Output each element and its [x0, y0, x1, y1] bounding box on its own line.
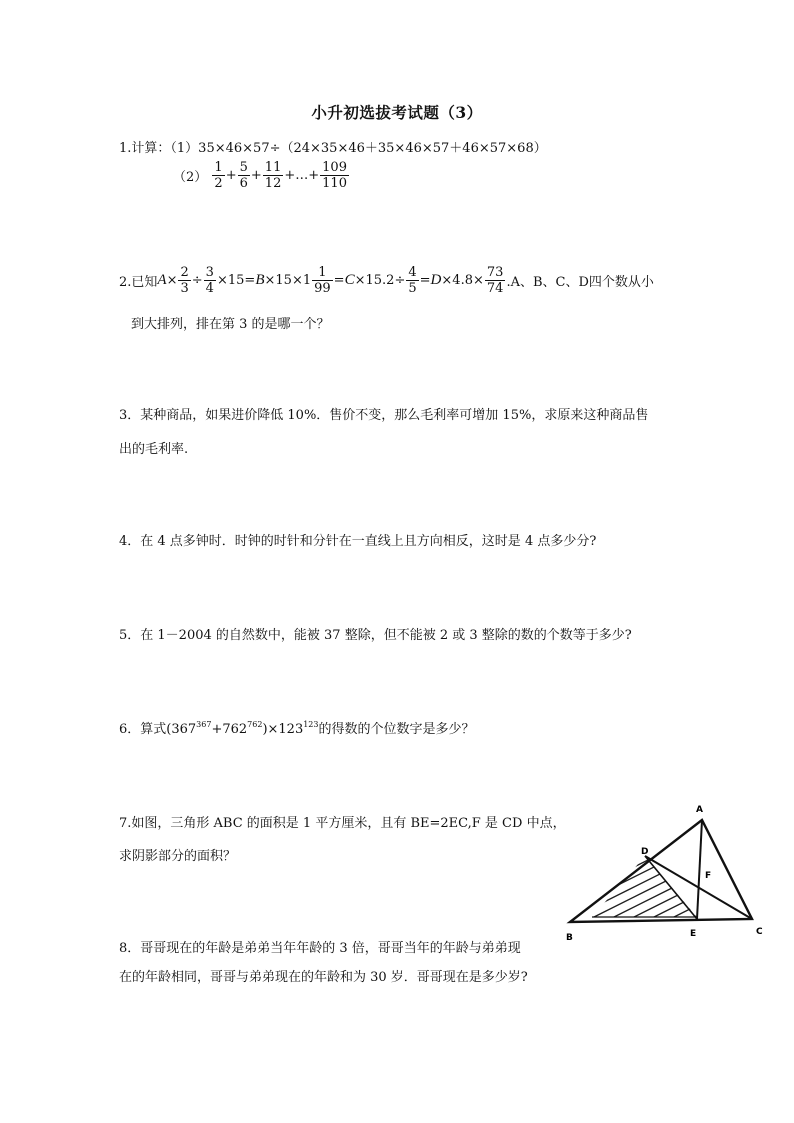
times-sign: ×: [354, 273, 366, 288]
question-3-line-1: 3．某种商品，如果进价降低 10%．售价不变，那么毛利率可增加 15%，求原来这种商品售: [119, 408, 649, 423]
q2-suffix: .A、B、C、D四个数从小: [506, 275, 654, 290]
q6-exp-2: 762: [247, 720, 263, 729]
times-sign: ×: [216, 273, 228, 288]
question-3-line-2: 出的毛利率.: [119, 442, 189, 457]
q6-mid-2: )×123: [262, 722, 304, 737]
divide-sign: ÷: [394, 273, 406, 288]
times-sign: ×: [441, 273, 453, 288]
fraction-73-74: $\frac{73}{74}$: [486, 265, 504, 296]
plus-sign: +: [308, 168, 320, 183]
plus-sign: +: [284, 168, 296, 183]
number-15: 15: [227, 273, 245, 288]
fraction-2-3: $\frac{2}{3}$: [180, 265, 189, 296]
triangle-figure: [562, 798, 774, 946]
label-d: D: [641, 847, 649, 857]
q6-prefix: 6．算式(367: [119, 722, 197, 737]
label-c: C: [756, 927, 763, 937]
question-8-line-2: 在的年龄相同，哥哥与弟弟现在的年龄和为 30 岁．哥哥现在是多少岁?: [119, 970, 528, 985]
equals-sign: =: [244, 273, 256, 288]
number-4-8: 4.8: [452, 273, 473, 288]
question-2-line-1: [119, 265, 654, 296]
times-sign: ×: [264, 273, 276, 288]
fraction-3-4: $\frac{3}{4}$: [205, 265, 214, 296]
var-c: C: [344, 272, 355, 288]
fraction-1-2: $\frac{1}{2}$: [214, 160, 223, 191]
var-a: A: [157, 272, 167, 288]
equals-sign: =: [419, 273, 431, 288]
plus-sign: +: [250, 168, 262, 183]
fraction-109-110: $\frac{109}{110}$: [322, 160, 347, 191]
fraction-11-12: $\frac{11}{12}$: [264, 160, 282, 191]
q6-suffix: 的得数的个位数字是多少？: [318, 722, 475, 737]
var-b: B: [255, 272, 265, 288]
label-b: B: [566, 933, 573, 943]
equals-sign: =: [333, 273, 345, 288]
times-sign: ×: [291, 273, 303, 288]
triangle-abc: [570, 820, 752, 922]
times-sign: ×: [166, 273, 178, 288]
question-7-line-2: 求阴影部分的面积？: [119, 849, 237, 864]
var-d: D: [430, 272, 442, 288]
label-e: E: [690, 929, 697, 939]
question-2-line-2: 到大排列，排在第 3 的是哪一个？: [131, 317, 330, 332]
q1-label: 1.计算：: [119, 141, 171, 156]
number-15: 15: [275, 273, 292, 288]
label-a: A: [696, 805, 703, 815]
number-15-2: 15.2: [365, 273, 395, 288]
question-7-line-1: 7.如图，三角形 ABC 的面积是 1 平方厘米，且有 BE=2EC,F 是 CD 中点，: [119, 816, 566, 831]
question-8-line-1: 8．哥哥现在的年龄是弟弟当年年龄的 3 倍，哥哥当年的年龄与弟弟现: [119, 941, 521, 956]
plus-sign: +: [225, 168, 237, 183]
q1-part1: （1）35×46×57÷（24×35×46＋35×46×57＋46×57×68）: [170, 141, 547, 156]
label-f: F: [705, 871, 712, 881]
fraction-5-6: $\frac{5}{6}$: [239, 160, 248, 191]
page-title: 小升初选拔考试题（3）: [311, 103, 483, 122]
question-4: 4．在 4 点多钟时．时钟的时针和分针在一直线上且方向相反，这时是 4 点多少分?: [119, 534, 597, 549]
number-1: 1: [302, 273, 312, 288]
question-1: [119, 137, 547, 156]
ellipsis: …: [295, 168, 309, 183]
q6-mid: +762: [211, 722, 248, 737]
q6-exp-3: 123: [303, 720, 319, 729]
fraction-4-5: $\frac{4}{5}$: [408, 265, 417, 296]
q2-prefix: 2.已知: [119, 275, 158, 290]
q1-part2-label: （2）: [173, 170, 208, 185]
q6-exp-1: 367: [196, 720, 212, 729]
question-5: 5．在 1－2004 的自然数中，能被 37 整除，但不能被 2 或 3 整除的数的个数等于多少?: [119, 628, 632, 643]
divide-sign: ÷: [191, 273, 203, 288]
segment-ae: [697, 820, 702, 919]
question-6: [119, 718, 475, 737]
times-sign: ×: [472, 273, 484, 288]
fraction-1-99: $\frac{1}{99}$: [314, 265, 331, 296]
q1-part2: [173, 160, 350, 191]
